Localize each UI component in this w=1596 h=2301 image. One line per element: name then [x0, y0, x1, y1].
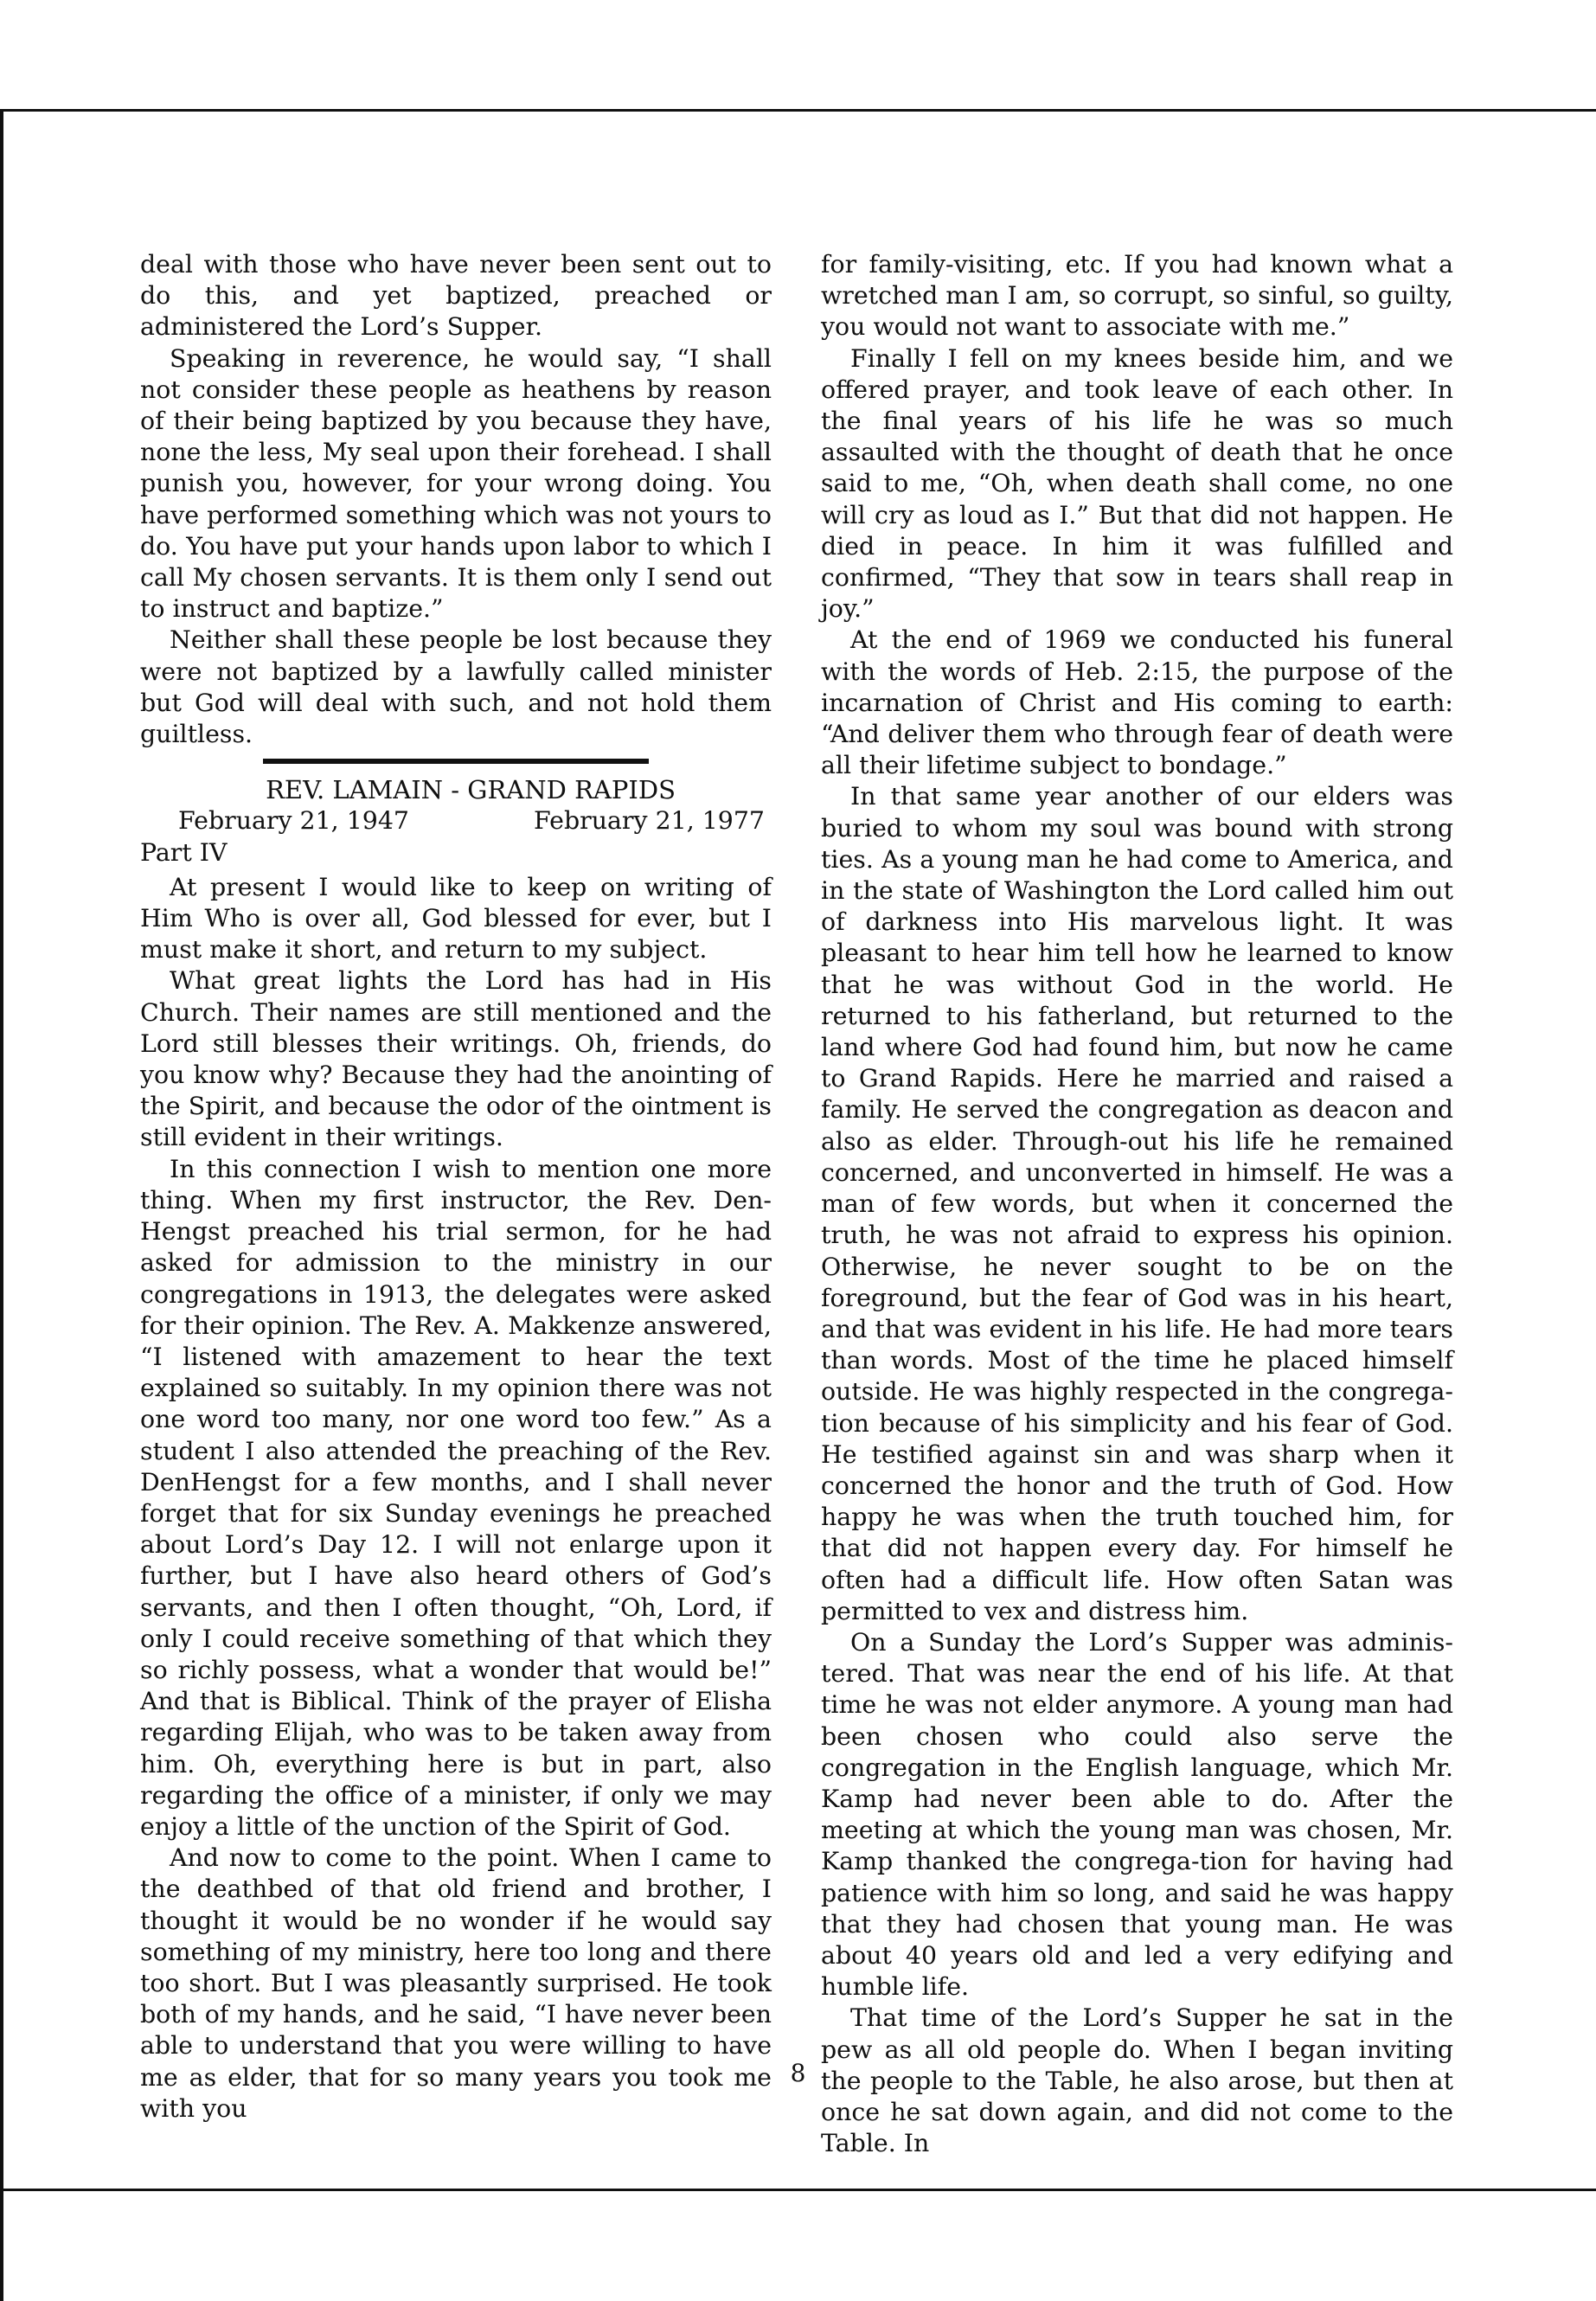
paragraph: In that same year another of our elders was buried to whom my soul was bound with strong ties. As a young man he had come to America, and in the state of Washington the Lord called him out of darkness into His marvelous light. It was pleasant to hear him tell how he learned to know that he was without God in the world. He returned to his fatherland, but returned to the land where God had found him, but now he came to Grand Rapids. Here he married and raised a family. He served the congregation as deacon and also as elder. Through-out his life he remained concerned, and unconverted in himself. He was a man of few words, but when it concerned the truth, he was not afraid to express his opinion. Otherwise, he never sought to be on the foreground, but the fear of God was in his heart, and that was evident in his life. He had more tears than words. Most of the time he placed himself outside. He was highly respected in the congrega-tion because of his simplicity and his fear of God. He testified against sin and was sharp when it concerned the honor and the truth of God. How happy he was when the truth touched him, for that did not happen every day. For himself he often had a difficult life. How often Satan was permitted to vex and distress him.: [821, 782, 1453, 1625]
part-label: Part IV: [140, 837, 228, 867]
article-dates: [140, 805, 772, 836]
section-divider: [263, 759, 649, 764]
paragraph: Neither shall these people be lost because they were not baptized by a lawfully called minister but God will deal with such, and not hold them guiltless.: [140, 625, 772, 749]
top-border-line: [0, 109, 1596, 112]
paragraph: At the end of 1969 we conducted his funeral with the words of Heb. 2:15, the purpose of the incarnation of Christ and His coming to earth: “And deliver them who through fear of death were all their lifetime subject to bondage.”: [821, 625, 1453, 780]
paragraph: What great lights the Lord has had in His Church. Their names are still mentioned and the Lord still blesses their writings. Oh, friends, do you know why? Because they had the anointing of the Spirit, and because the odor of the ointment is still evident in their writings.: [140, 966, 772, 1152]
paragraph: Finally I fell on my knees beside him, and we offered prayer, and took leave of each other. In the final years of his life he was so much assaulted with the thought of death that he once said to me, “Oh, when death shall come, no one will cry as loud as I.” But that did not happen. He died in peace. In him it was fulfilled and confirmed, “They that sow in tears shall reap in joy.”: [821, 343, 1453, 624]
bottom-border-line: [0, 2189, 1596, 2191]
paragraph: for family-visiting, etc. If you had known what a wretched man I am, so corrupt, so sinful, so guilty, you would not want to associate with me.”: [821, 250, 1453, 342]
date-right: February 21, 1977: [534, 806, 765, 836]
page-number: 8: [790, 2059, 806, 2087]
paragraph: On a Sunday the Lord’s Supper was adminis-tered. That was near the end of his life. At that time he was not elder anymore. A young man had been chosen who could also serve the congregation in the English language, which Mr. Kamp had never been able to do. After the meeting at which the young man was chosen, Mr. Kamp thanked the congrega-tion for having had patience with him so long, and said he was happy that they had chosen that young man. He was about 40 years old and led a very edifying and humble life.: [821, 1627, 1453, 2002]
right-column: [821, 249, 1453, 2159]
date-left: February 21, 1947: [178, 806, 409, 836]
paragraph: That time of the Lord’s Supper he sat in the pew as all old people do. When I began inviting the people to the Table, he also arose, but then at once he sat down again, and did not come to the Table. In: [821, 2003, 1453, 2158]
paragraph: deal with those who have never been sent out to do this, and yet baptized, preached or administered the Lord’s Supper.: [140, 250, 772, 342]
left-border-line: [0, 109, 3, 2301]
article-title: REV. LAMAIN - GRAND RAPIDS: [266, 775, 676, 805]
paragraph: And now to come to the point. When I came to the deathbed of that old friend and brother, I thought it would be no wonder if he would say something of my ministry, here too long and there too short. But I was pleasantly surprised. He took both of my hands, and he said, “I have never been able to understand that you were willing to have me as elder, that for so many years you took me with you: [140, 1843, 772, 2123]
paragraph: At present I would like to keep on writing of Him Who is over all, God blessed for ever, but I must make it short, and return to my subject.: [140, 872, 772, 965]
paragraph: In this connection I wish to mention one more thing. When my first instructor, the Rev. Den-Hengst preached his trial sermon, for he had asked for admission to the ministry in our congregations in 1913, the delegates were asked for their opinion. The Rev. A. Makkenze answered, “I listened with amazement to hear the text explained so suitably. In my opinion there was not one word too many, nor one word too few.” As a student I also attended the preaching of the Rev. DenHengst for a few months, and I shall never forget that for six Sunday evenings he preached about Lord’s Day 12. I will not enlarge upon it further, but I have also heard others of God’s servants, and then I often thought, “Oh, Lord, if only I could receive something of that which they so richly possess, what a wonder that would be!” And that is Biblical. Think of the prayer of Elisha regarding Elijah, who was to be taken away from him. Oh, everything here is but in part, also regarding the office of a minister, if only we may enjoy a little of the unction of the Spirit of God.: [140, 1154, 772, 1841]
paragraph: Speaking in reverence, he would say, “I shall not consider these people as heathens by reason of their being baptized by you because they have, none the less, My seal upon their forehead. I shall punish you, however, for your wrong doing. You have performed something which was not yours to do. You have put your hands upon labor to which I call My chosen servants. It is them only I send out to instruct and baptize.”: [140, 343, 772, 624]
left-column: [140, 249, 772, 2125]
